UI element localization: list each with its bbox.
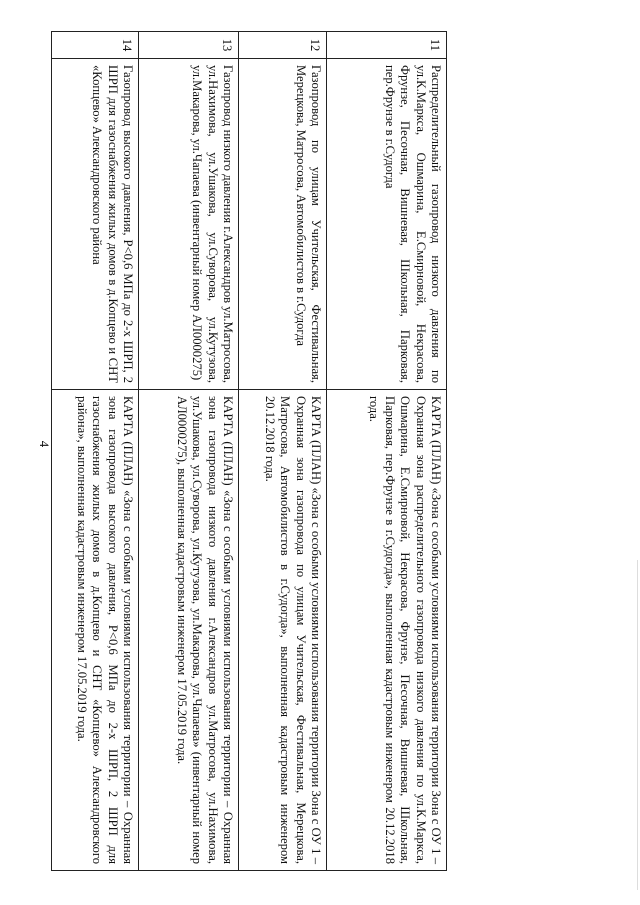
document-description-cell: КАРТА (ПЛАН) «Зона с особыми условиями использования территории Зона с ОУ 1 – Охранная зона газопровода по улицам Учительская, Фестивальная, Мерецкова, Матросова, Автомобилистов в г.Судогда», выполненная кадастровым инженером 20.12.2018 года.	[239, 390, 327, 871]
rotated-table-frame	[52, 31, 447, 871]
row-number-cell: 12	[239, 32, 327, 59]
table-row	[52, 32, 139, 871]
document-description-cell: КАРТА (ПЛАН) «Зона с особыми условиями использования территории – Охранная зона газопровода низкого давления г.Александров ул.Матросова, ул.Нахимова, ул.Ушакова, ул.Суворова, ул.Кутузова, ул.Макарова, ул.Чапаева» (инвентарный номер АЛ0000275), выполненная кадастровым инженером 17.05.2019 года.	[139, 390, 239, 871]
table-row	[239, 32, 327, 871]
object-name-cell: Газопровод высокого давления, Р<0,6 МПа до 2-х ШРП, 2 ШРП для газоснабжения жилых домов в д.Копцево и СНТ «Копцево» Александровского района	[52, 59, 139, 390]
document-description-cell: КАРТА (ПЛАН) «Зона с особыми условиями использования территории Зона с ОУ 1 – Охранная зона распределительного газопровода низкого давления по ул.К.Маркса, Ошмарина, Е.Смирновой, Некрасова, Фрунзе, Песочная, Вишневая, Школьная, Парковая, пер.Фрунзе в г.Судогда», выполненная кадастровым инженером 20.12.2018 года.	[327, 390, 447, 871]
zones-table	[51, 31, 447, 871]
object-name-cell: Распределительный газопровод низкого давления по ул.К.Маркса, Ошмарина, Е.Смирновой, Некрасова, Фрунзе, Песочная, Вишневая, Школьная, Парковая, пер.Фрунзе в г.Судогда	[327, 59, 447, 390]
table-row	[327, 32, 447, 871]
page-number: 4	[37, 440, 52, 448]
document-description-cell: КАРТА (ПЛАН) «Зона с особыми условиями использования территории – Охранная зона газопровода высокого давления, Р<0,6 МПа до 2-х ШРП, 2 ШРП для газоснабжения жилых домов в д.Копцево и СНТ «Копцево» Александровского района», выполненная кадастровым инженером 17.05.2019 года.	[52, 390, 139, 871]
object-name-cell: Газопровод по улицам Учительская, Фестивальная, Мерецкова, Матросова, Автомобилистов в г.Судогда	[239, 59, 327, 390]
table-row	[139, 32, 239, 871]
object-name-cell: Газопровод низкого давления г.Александров ул.Матросова, ул.Нахимова, ул.Ушакова, ул.Суворова, ул.Кутузова, ул.Макарова, ул.Чапаева (инвентарный номер АЛ0000275)	[139, 59, 239, 390]
row-number-cell: 14	[52, 32, 139, 59]
row-number-cell: 13	[139, 32, 239, 59]
document-table-container	[52, 31, 447, 871]
row-number-cell: 11	[327, 32, 447, 59]
scan-edge-line	[637, 560, 638, 890]
